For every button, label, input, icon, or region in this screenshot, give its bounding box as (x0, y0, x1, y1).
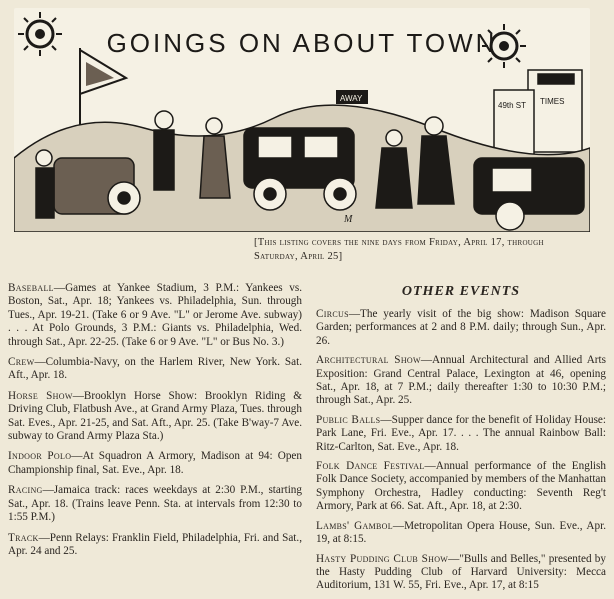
entry-text: —Supper dance for the benefit of Holiday House: Park Lane, Fri. Eve., Apr. 17. . . . The annual Rainbow Ball: Ritz-Carlton, Sat. Eve., Apr. 18. (316, 413, 606, 453)
entry-text: —Annual performance of the English Folk Dance Society, accompanied by members of the Manhattan Symphony Orchestra, Hadley conducting: Seventh Reg't Armory, Park at 66. Sat. Aft., Apr. 18, at 2:30. (316, 460, 606, 513)
entry-label: Racing (8, 484, 43, 497)
entry-text: —At Squadron A Armory, Madison at 94: Open Championship final, Sat. Eve., Apr. 18. (8, 450, 302, 476)
entry-text: —Columbia-Navy, on the Harlem River, New York. Sat. Aft., Apr. 18. (8, 356, 302, 382)
entry-text: —Annual Architectural and Allied Arts Exposition: Grand Central Palace, Lexington at 46, opening Sat., Apr. 18, at 7 P.M.; daily thereafter 1:30 to 10:30 P.M.; through Sat., Apr. 25. (316, 354, 606, 407)
entry-crew (8, 356, 302, 383)
entry-baseball (8, 282, 302, 349)
entry-text: —Penn Relays: Franklin Field, Philadelphia, Fri. and Sat., Apr. 24 and 25. (8, 531, 302, 557)
entry-label: Public Balls (316, 413, 381, 426)
away-sign (336, 90, 368, 104)
entry-folk-dance-festival (316, 460, 606, 514)
buildings-right (494, 70, 582, 160)
entry-hasty-pudding (316, 553, 606, 593)
entry-text: —Brooklyn Horse Show: Brooklyn Riding & Driving Club, Flatbush Ave., at Grand Army Plaza, Tues. through Sat. Eves., Apr. 21-25, and Sat. Aft., Apr. 25. (Take B'way-7 Ave. subway to Grand Army Plaza Sta.) (8, 389, 302, 443)
entry-label: Horse Show (8, 389, 73, 402)
entry-text: —The yearly visit of the big show: Madison Square Garden; performances at 2 and 8 P.M. daily; through Sun., Apr. 26. (316, 308, 606, 347)
entry-text: —Jamaica track: races weekdays at 2:30 P.M., starting Sat., Apr. 18. (Trains leave Penn. Sta. at intervals from 12:30 to 1:55 P.M.) (8, 484, 302, 524)
sign-right-2: TIMES (540, 97, 565, 106)
entry-lambs-gambol (316, 520, 606, 547)
listing-note: [This listing covers the nine days from Friday, April 17, through Saturday, April 25] (254, 237, 544, 262)
sign-right-1: 49th ST (498, 101, 527, 110)
away-sign-label: AWAY (340, 94, 363, 103)
sports-column (8, 282, 302, 565)
entry-text: —"Bulls and Belles," presented by the Hasty Pudding Club of Harvard University: Mecca Auditorium, 131 W. 55, Fri. Eve., Apr. 17, at 8:15 (316, 552, 606, 592)
entry-circus (316, 308, 606, 348)
entry-label: Indoor Polo (8, 450, 72, 463)
entry-label: Architectural Show (316, 354, 421, 367)
artist-signature: M (344, 214, 353, 225)
other-events-list (316, 308, 606, 599)
entry-label: Circus (316, 308, 349, 320)
entry-label: Lambs' Gambol (316, 519, 393, 532)
entry-public-balls (316, 414, 606, 454)
entry-text: —Games at Yankee Stadium, 3 P.M.: Yankees vs. Boston, Sat., Apr. 18; Yankees vs. Philadelphia, Sun. through Tues., Apr. 19-21. (Take 6 or 9 Ave. "L" or Jerome Ave. subway) . . . At Polo Grounds, 3 P.M.: Giants vs. Philadelphia, Wed. through Sat., Apr. 22-25. (Take 6 or 9 Ave. "L" or Bus No. 3.) (8, 282, 302, 348)
entry-racing (8, 484, 302, 524)
entry-horse-show (8, 390, 302, 444)
entry-label: Hasty Pudding Club Show (316, 552, 449, 565)
entry-indoor-polo (8, 450, 302, 477)
entry-label: Crew (8, 356, 35, 369)
other-events-heading: OTHER EVENTS (401, 284, 521, 299)
header-illustration-panel (14, 8, 590, 232)
entry-label: Track (8, 531, 39, 544)
entry-architectural-show (316, 354, 606, 408)
entry-text: —Metropolitan Opera House, Sun. Eve., Apr. 19, at 8:15. (316, 519, 606, 546)
entry-label: Folk Dance Festival (316, 460, 425, 473)
page-title: GOINGS ON ABOUT TOWN (106, 28, 498, 58)
entry-track (8, 532, 302, 559)
entry-label: Baseball (8, 282, 54, 294)
